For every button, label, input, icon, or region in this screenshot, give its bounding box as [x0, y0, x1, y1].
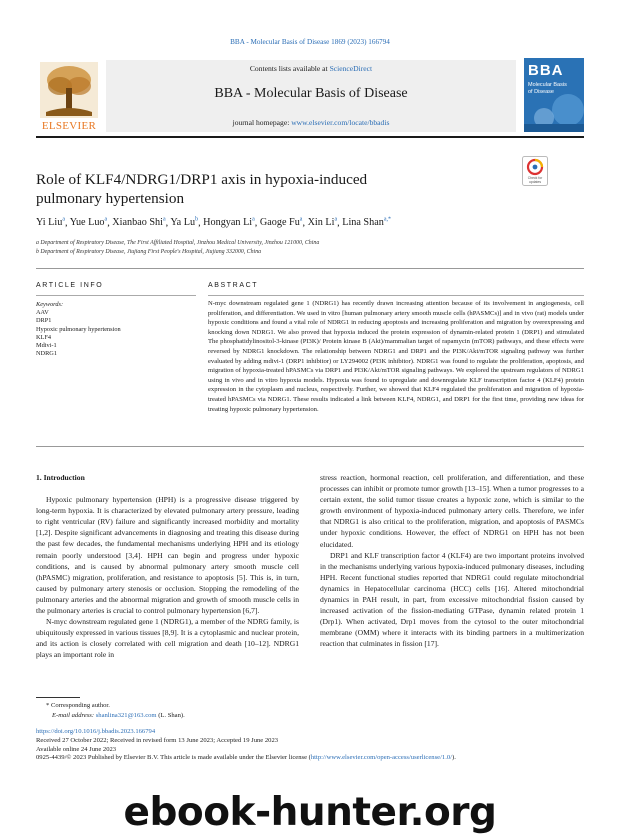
email-suffix: (L. Shan). — [156, 712, 185, 719]
journal-header-box — [106, 60, 516, 132]
article-title-line-2: pulmonary hypertension — [36, 190, 185, 207]
author — [308, 217, 338, 228]
article-meta — [36, 728, 584, 763]
author-name: Xin Li — [307, 217, 335, 229]
doi-link[interactable]: https://doi.org/10.1016/j.bbadis.2023.166794 — [36, 728, 156, 735]
email-link[interactable]: shanlina321@163.com — [95, 712, 157, 719]
sciencedirect-link[interactable]: ScienceDirect — [329, 64, 373, 73]
received-dates: Received 27 October 2022; Received in revised form 13 June 2023; Accepted 19 June 2023 — [36, 736, 279, 744]
intro-paragraph-3: stress reaction, hormonal reaction, cell proliferation, and differentiation, and these processes can inhibit or promote tumor growth [13–15]. When a tumor progresses to a certain extent, the solid tumor tissue creates a hypoxic zone, which is similar to the growth environment of hypoxia-induced pulmonary artery cells. Therefore, we infer that NDRG1 is also critical to the proliferation, migration, and apoptosis of PASMCs under hypoxic conditions. However, the effect of NDRG1 on HPH has not been elucidated. — [320, 473, 584, 549]
author-affiliation-marker[interactable]: a — [162, 217, 166, 223]
journal-cover-image — [524, 58, 584, 132]
contents-prefix: Contents lists available at — [249, 64, 330, 73]
homepage-line — [106, 118, 516, 127]
intro-paragraph-2: N-myc downstream regulated gene 1 (NDRG1), a member of the NDRG family, is ubiquitously expressed in various tissues [8,9]. It is a cytoplasmic and nuclear protein, and its action is closely correlated with cell migration and death [10–12]. NDRG1 plays an important role in — [36, 617, 299, 660]
intro-paragraph-1: Hypoxic pulmonary hypertension (HPH) is a progressive disease triggered by long-term hypoxia. It is characterized by elevated pulmonary artery pressure, leading to right ventricular (RV) failure and significantly increased morbidity and mortality [1,2]. Despite significant advancements in diagnosing and treating this disease during the past few decades, the fundamental mechanisms underlying HPH and its etiology remain poorly understood [3,4]. HPH can begin and progress under hypoxic conditions, and is caused by abnormal pulmonary artery smooth muscle cell (hPASMC) migration, proliferation, and resistance to apoptosis [5]. This is, in turn, caused by pulmonary artery stenosis or occlusion. Stopping the remodeling of the pulmonary arteries and the abnormal migration and growth of smooth muscle cells in the pulmonary arteries is crucial to control pulmonary hypertension [6,7]. — [36, 495, 299, 616]
author — [170, 217, 198, 228]
affiliation-b: b Department of Respiratory Disease, Jiujiang First People's Hospital, Jiujiang 332000, China — [36, 249, 262, 255]
article-title — [36, 170, 456, 208]
license-link[interactable]: http://www.elsevier.com/open-access/userlicense/1.0/ — [310, 754, 452, 762]
author-affiliation-marker[interactable]: a — [252, 217, 255, 223]
cover-title: BBA — [528, 62, 564, 79]
license-line — [36, 754, 584, 763]
license-suffix: ). — [452, 754, 456, 762]
author — [70, 217, 107, 228]
intro-paragraph-4: DRP1 and KLF transcription factor 4 (KLF4) are two important proteins involved in the mechanisms underlying various hypoxia-induced pulmonary diseases, including HPH. Recent functional studies reported that NDRG1 could regulate mitochondrial dynamics in Hepatocellular carcinoma (HCC) cells [16]. Altered mitochondrial dynamics in PAH result, in part, from excessive mitochondrial fission caused by increased activation of the fission-mediating GTPase, dynamin related protein 1 (Drp1). When activated, Drp1 moves from the cytosol to the outer mitochondrial membrane (OMM) where it interacts with its binding partners in a multimerization reaction that culminates in fission [17]. — [320, 550, 584, 649]
corresponding-author-note: * Corresponding author. — [46, 702, 110, 709]
keyword-item: AAV — [36, 309, 49, 317]
check-for-updates-label: Check for updates — [527, 176, 543, 184]
author-name: Yi Liu — [36, 217, 63, 229]
publisher-name: ELSEVIER — [41, 120, 97, 132]
keywords-label: Keywords: — [36, 301, 64, 308]
author-name: Gaoge Fu — [259, 217, 300, 229]
email-line — [46, 711, 185, 721]
article-title-line-1: Role of KLF4/NDRG1/DRP1 axis in hypoxia-induced — [36, 171, 368, 188]
abstract-heading: ABSTRACT — [208, 282, 259, 289]
affiliation-a: a Department of Respiratory Disease, The First Affiliated Hospital, Jinzhou Medical University, Jinzhou 121000, China — [36, 240, 320, 246]
author-name: Xianbao Shi — [112, 217, 163, 229]
footnote-rule — [36, 697, 80, 698]
keyword-item: DRP1 — [36, 317, 52, 325]
license-prefix: 0925-4439/© 2023 Published by Elsevier B.V. This article is made available under the Elsevier license ( — [36, 754, 311, 762]
keyword-item: Hypoxic pulmonary hypertension — [36, 325, 121, 333]
body-column-left — [36, 472, 299, 661]
author-affiliation-marker[interactable]: a — [299, 217, 303, 223]
abstract-text: N-myc downstream regulated gene 1 (NDRG1) has recently drawn increasing attention because of its involvement in angiogenesis, cell proliferation, and differentiation. We used in vitro [human pulmonary artery smooth muscle cells (hPASMCs)] and in vivo (rat) models under hypoxic conditions and found a vital role of NDRG1 in reducing apoptosis and increasing proliferation and migration by overexpressing and knocking down NDRG1. We also proved that hypoxia induced the protein expression of dynamin-related protein 1 (DRP1) and stimulated The phosphatidylinositol-3-kinase (PI3K)/ Protein kinase B (Akt)/mammalian target of rapamycin (mTOR) pathways, and these effects were reversed by NDRG1 knockdown. The relationship between NDRG1 and DRP1 and the PI3K/Akt/mTOR signaling pathway was further evaluated by adding mdivi-1 (DRP1 inhibitor) or LY294002 (PI3K inhibitor). NDRG1 was found to regulate the proliferation, apoptosis, and migration of hypoxia-treated hPASMCs via DRP1 and PI3K/Akt/mTOR signaling pathways. We explored the upstream regulators of NDRG1 using in vivo and in vitro hypoxia models. Hypoxia was found to upregulate and downregulate KLF transcription factor 4 (KLF4) protein expression in the cytoplasm and nucleus, respectively. Further, we showed that KLF4 regulated the proliferation and migration of hypoxia-treated hPASMCs via NDRG1. These results indicated a link between KLF4, NDRG1, and DRP1 for the first time, providing new ideas for treating hypoxic pulmonary hypertension. — [208, 300, 584, 413]
contents-line — [106, 64, 516, 73]
abstract-rule — [208, 295, 584, 296]
watermark-text: ebook-hunter.org — [123, 790, 497, 835]
email-label: E-mail address: — [52, 712, 96, 719]
keyword-item: KLF4 — [36, 333, 52, 341]
author — [203, 217, 255, 228]
keyword-item: NDRG1 — [36, 350, 57, 358]
author — [342, 217, 391, 228]
author — [260, 217, 303, 228]
footnote — [46, 701, 185, 721]
author-name: Hongyan Li — [203, 217, 253, 229]
author-affiliation-marker[interactable]: a — [104, 217, 108, 223]
header-rule — [36, 136, 584, 138]
journal-title: BBA - Molecular Basis of Disease — [214, 86, 408, 101]
author-affiliation-marker[interactable]: a — [334, 217, 338, 223]
article-info-rule — [36, 295, 196, 296]
check-for-updates-badge[interactable] — [522, 156, 548, 186]
abstract-bottom-rule — [36, 446, 584, 447]
keyword-item: Mdivi-1 — [36, 342, 57, 350]
section-heading-introduction: 1. Introduction — [36, 473, 85, 482]
homepage-prefix: journal homepage: — [232, 118, 292, 127]
author-name: Ya Lu — [170, 217, 196, 229]
author-affiliation-marker[interactable]: a,* — [383, 217, 391, 223]
available-online: Available online 24 June 2023 — [36, 745, 117, 753]
author-name: Yue Luo — [69, 217, 105, 229]
body-column-right — [320, 472, 584, 650]
cover-subtitle: Molecular Basis of Disease — [528, 82, 567, 95]
affiliation-rule — [36, 268, 584, 269]
article-info-heading: ARTICLE INFO — [36, 282, 104, 289]
running-head[interactable]: BBA - Molecular Basis of Disease 1869 (2023) 166794 — [230, 38, 390, 46]
keywords-block — [36, 301, 196, 358]
author-name: Lina Shan — [342, 217, 384, 229]
author-affiliation-marker[interactable]: b — [195, 217, 199, 223]
author — [112, 217, 165, 228]
author-list: Yi Liu$^a$, Yue Luo$^a$, Xianbao Shi$^a$, Ya Lu$^b$, Hongyan Li$^a$, Gaoge Fu$^a$, Xin Li$^a$, Lina Shan$^{a,*}$ — [36, 217, 391, 229]
author-affiliation-marker[interactable]: a — [62, 217, 65, 223]
masthead — [36, 58, 584, 132]
author — [36, 217, 65, 228]
journal-homepage-link[interactable]: www.elsevier.com/locate/bbadis — [291, 118, 390, 127]
